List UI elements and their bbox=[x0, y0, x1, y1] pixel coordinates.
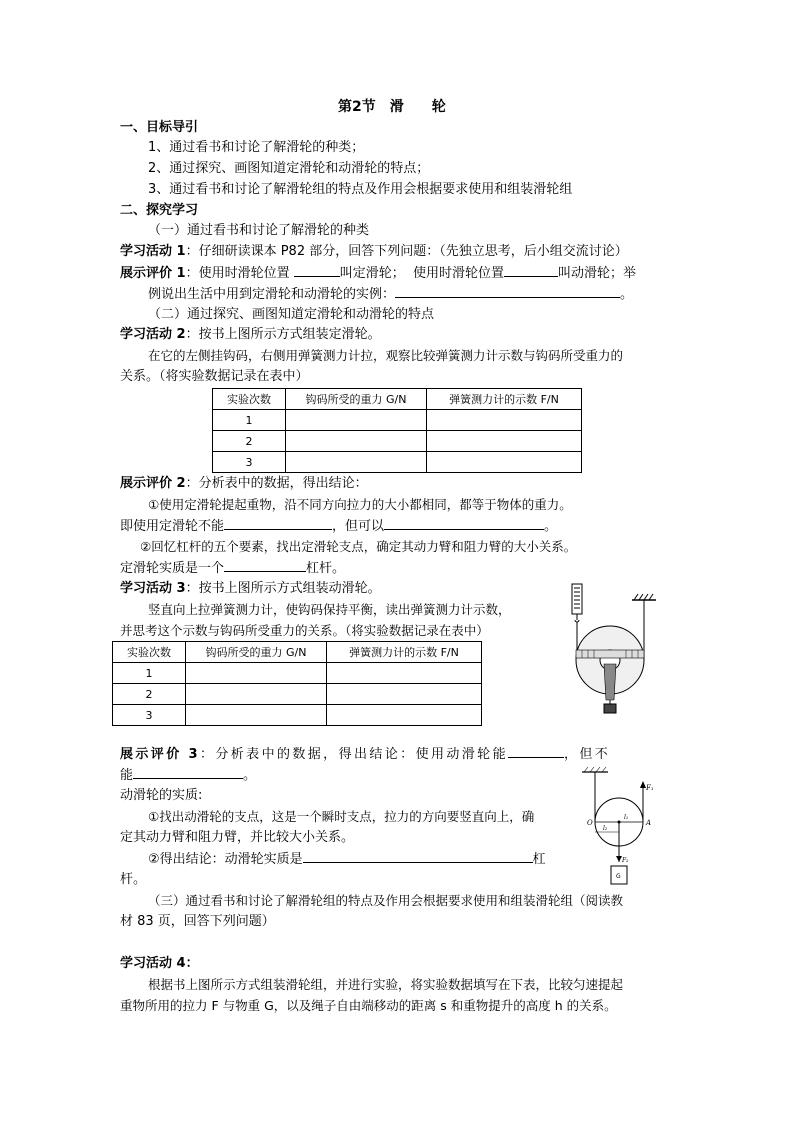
activity-3-label: 学习活动 3 bbox=[120, 581, 186, 596]
table-1-row-2-trial: 2 bbox=[213, 431, 286, 452]
activity-2-label: 学习活动 2 bbox=[120, 327, 186, 342]
evaluation-1-text-b: 叫定滑轮； bbox=[339, 266, 405, 281]
blank-movable-pulley-position[interactable] bbox=[504, 264, 558, 277]
table-1-row-1-weight[interactable] bbox=[286, 410, 427, 431]
evaluation-1-end: 。 bbox=[620, 287, 634, 302]
table-row bbox=[213, 410, 582, 431]
evaluation-2-text: ：分析表中的数据，得出结论： bbox=[185, 476, 368, 491]
table-2-row-1-weight[interactable] bbox=[186, 663, 327, 684]
evaluation-2-label: 展示评价 2 bbox=[120, 476, 186, 491]
part-3-title-line-1: （三）通过看书和讨论了解滑轮组的特点及作用会根据要求使用和组装滑轮组（阅读教 bbox=[148, 893, 624, 908]
label-a: A bbox=[646, 819, 652, 827]
blank-movable-cannot[interactable] bbox=[133, 766, 243, 779]
movable-pulley-apparatus-figure bbox=[560, 582, 660, 717]
fixed-pulley-data-table bbox=[212, 388, 582, 473]
table-1-row-2-reading[interactable] bbox=[427, 431, 582, 452]
part-2-title: （二）通过探究、画图知道定滑轮和动滑轮的特点 bbox=[148, 307, 435, 322]
label-l1: l₁ bbox=[624, 814, 629, 821]
table-1-header-trial: 实验次数 bbox=[213, 389, 286, 410]
activity-2-text: ：按书上图所示方式组装定滑轮。 bbox=[185, 327, 381, 342]
evaluation-3-text-c: 能 bbox=[120, 768, 134, 783]
table-2-row-3-weight[interactable] bbox=[186, 705, 327, 726]
activity-4-label: 学习活动 4： bbox=[120, 956, 199, 971]
evaluation-2-text-b: ，但可以 bbox=[332, 519, 385, 534]
label-f2: F₂ bbox=[622, 857, 629, 864]
evaluation-3 bbox=[120, 745, 610, 764]
evaluation-3-text-b: ，但不 bbox=[564, 747, 611, 762]
table-1-row-2-weight[interactable] bbox=[286, 431, 427, 452]
table-2-header-reading: 弹簧测力计的示数 F/N bbox=[327, 642, 482, 663]
evaluation-2-para-3: ②回忆杠杆的五个要素，找出定滑轮支点，确定其动力臂和阻力臂的大小关系。 bbox=[140, 539, 577, 554]
activity-3-para-1: 竖直向上拉弹簧测力计，使钩码保持平衡，读出弹簧测力计示数， bbox=[148, 602, 511, 617]
goal-item-1: 1、通过看书和讨论了解滑轮的种类； bbox=[148, 140, 365, 155]
blank-fixed-lever-type[interactable] bbox=[224, 559, 306, 572]
evaluation-3-para-2: ①找出动滑轮的支点，这是一个瞬时支点，拉力的方向要竖直向上，确 bbox=[148, 809, 535, 824]
label-o: O bbox=[587, 819, 593, 827]
table-1-row-3-reading[interactable] bbox=[427, 452, 582, 473]
evaluation-2-para-2 bbox=[120, 517, 557, 536]
activity-2 bbox=[120, 326, 381, 344]
evaluation-1-text-a: ：使用时滑轮位置 bbox=[185, 266, 290, 281]
activity-2-para-2: 关系。（将实验数据记录在表中） bbox=[120, 369, 309, 384]
page-title: 第2节 滑 轮 bbox=[338, 99, 446, 115]
evaluation-2 bbox=[120, 475, 368, 493]
hook-weight-icon bbox=[604, 704, 616, 713]
evaluation-2-text-c: 。 bbox=[544, 519, 558, 534]
activity-2-para-1: 在它的左侧挂钩码，右侧用弹簧测力计拉，观察比较弹簧测力计示数与钩码所受重力的 bbox=[148, 348, 624, 363]
part-3-title-line-2: 材 83 页，回答下列问题） bbox=[120, 914, 275, 929]
blank-movable-lever-type[interactable] bbox=[303, 850, 533, 863]
label-f1: F₁ bbox=[646, 784, 654, 792]
activity-4-para-1: 根据书上图所示方式组装滑轮组，并进行实验，将实验数据填写在下表，比较匀速提起 bbox=[148, 977, 624, 992]
table-2-row-2-reading[interactable] bbox=[327, 684, 482, 705]
movable-pulley-data-table bbox=[112, 641, 482, 726]
evaluation-1-label: 展示评价 1 bbox=[120, 266, 186, 281]
table-2-header-weight: 钩码所受的重力 G/N bbox=[186, 642, 327, 663]
evaluation-3-para-5: 杆。 bbox=[120, 872, 147, 887]
table-row bbox=[213, 431, 582, 452]
activity-3-text: ：按书上图所示方式组装动滑轮。 bbox=[185, 581, 381, 596]
activity-3 bbox=[120, 580, 381, 598]
table-2-row-1-trial: 1 bbox=[113, 663, 186, 684]
part-1-title: （一）通过看书和讨论了解滑轮的种类 bbox=[148, 223, 370, 238]
goal-item-2: 2、通过探究、画图知道定滑轮和动滑轮的特点； bbox=[148, 161, 430, 176]
table-row bbox=[113, 705, 482, 726]
blank-pulley-examples[interactable] bbox=[395, 285, 620, 298]
evaluation-1 bbox=[120, 264, 636, 283]
table-1-row-3-weight[interactable] bbox=[286, 452, 427, 473]
table-2-row-3-trial: 3 bbox=[113, 705, 186, 726]
table-2-row-2-trial: 2 bbox=[113, 684, 186, 705]
blank-fixed-cannot[interactable] bbox=[224, 517, 332, 530]
evaluation-3-para-4 bbox=[148, 850, 546, 869]
label-l2: l₂ bbox=[603, 825, 608, 832]
table-1-row-1-trial: 1 bbox=[213, 410, 286, 431]
evaluation-3-label: 展示评价 3 bbox=[120, 747, 200, 762]
evaluation-3-text-e: ②得出结论：动滑轮实质是 bbox=[148, 852, 303, 867]
activity-4-para-2: 重物所用的拉力 F 与物重 G，以及绳子自由端移动的距离 s 和重物提升的高度 h 的关系。 bbox=[120, 998, 617, 1013]
table-2-row-3-reading[interactable] bbox=[327, 705, 482, 726]
table-2-row-2-weight[interactable] bbox=[186, 684, 327, 705]
activity-1-label: 学习活动 1 bbox=[120, 244, 186, 259]
table-2-header-trial: 实验次数 bbox=[113, 642, 186, 663]
label-g: G bbox=[616, 873, 621, 880]
section-2-heading: 二、探究学习 bbox=[120, 203, 199, 218]
evaluation-1-text-c: 使用时滑轮位置 bbox=[413, 266, 505, 281]
table-row bbox=[113, 663, 482, 684]
evaluation-3-line2 bbox=[120, 766, 256, 785]
table-row bbox=[113, 684, 482, 705]
blank-fixed-pulley-position[interactable] bbox=[294, 264, 340, 277]
evaluation-3-para-3: 定其动力臂和阻力臂，并比较大小关系。 bbox=[120, 830, 355, 845]
activity-1 bbox=[120, 243, 628, 261]
evaluation-2-text-e: 杠杆。 bbox=[306, 561, 346, 576]
activity-3-para-2: 并思考这个示数与钩码所受重力的关系。（将实验数据记录在表中） bbox=[120, 623, 489, 638]
table-row bbox=[213, 452, 582, 473]
evaluation-2-text-a: 即使用定滑轮不能 bbox=[120, 519, 225, 534]
evaluation-1-example-text: 例说出生活中用到定滑轮和动滑轮的实例： bbox=[148, 287, 396, 302]
evaluation-3-text-d: 。 bbox=[243, 768, 257, 783]
table-1-header-reading: 弹簧测力计的示数 F/N bbox=[427, 389, 582, 410]
section-1-heading: 一、目标导引 bbox=[120, 120, 199, 135]
activity-1-text: ：仔细研读课本 P82 部分，回答下列问题：（先独立思考，后小组交流讨论） bbox=[185, 244, 628, 259]
goal-item-3: 3、通过看书和讨论了解滑轮组的特点及作用会根据要求使用和组装滑轮组 bbox=[148, 182, 573, 197]
blank-fixed-can[interactable] bbox=[384, 517, 544, 530]
table-1-header-weight: 钩码所受的重力 G/N bbox=[286, 389, 427, 410]
evaluation-2-para-4 bbox=[120, 559, 345, 578]
evaluation-2-para-1: ①使用定滑轮提起重物，沿不同方向拉力的大小都相同，都等于物体的重力。 bbox=[148, 497, 572, 512]
table-2-row-1-reading[interactable] bbox=[327, 663, 482, 684]
table-1-row-3-trial: 3 bbox=[213, 452, 286, 473]
table-1-row-1-reading[interactable] bbox=[427, 410, 582, 431]
blank-movable-can[interactable] bbox=[508, 745, 564, 758]
evaluation-3-text-f: 杠 bbox=[532, 852, 546, 867]
evaluation-1-text-d: 叫动滑轮；举 bbox=[558, 266, 637, 281]
evaluation-2-text-d: 定滑轮实质是一个 bbox=[120, 561, 225, 576]
evaluation-3-para-1: 动滑轮的实质: bbox=[120, 788, 203, 803]
movable-pulley-lever-diagram bbox=[578, 762, 668, 890]
evaluation-3-text-a: ：分析表中的数据，得出结论：使用动滑轮能 bbox=[199, 747, 508, 762]
evaluation-1-line2 bbox=[148, 285, 633, 304]
